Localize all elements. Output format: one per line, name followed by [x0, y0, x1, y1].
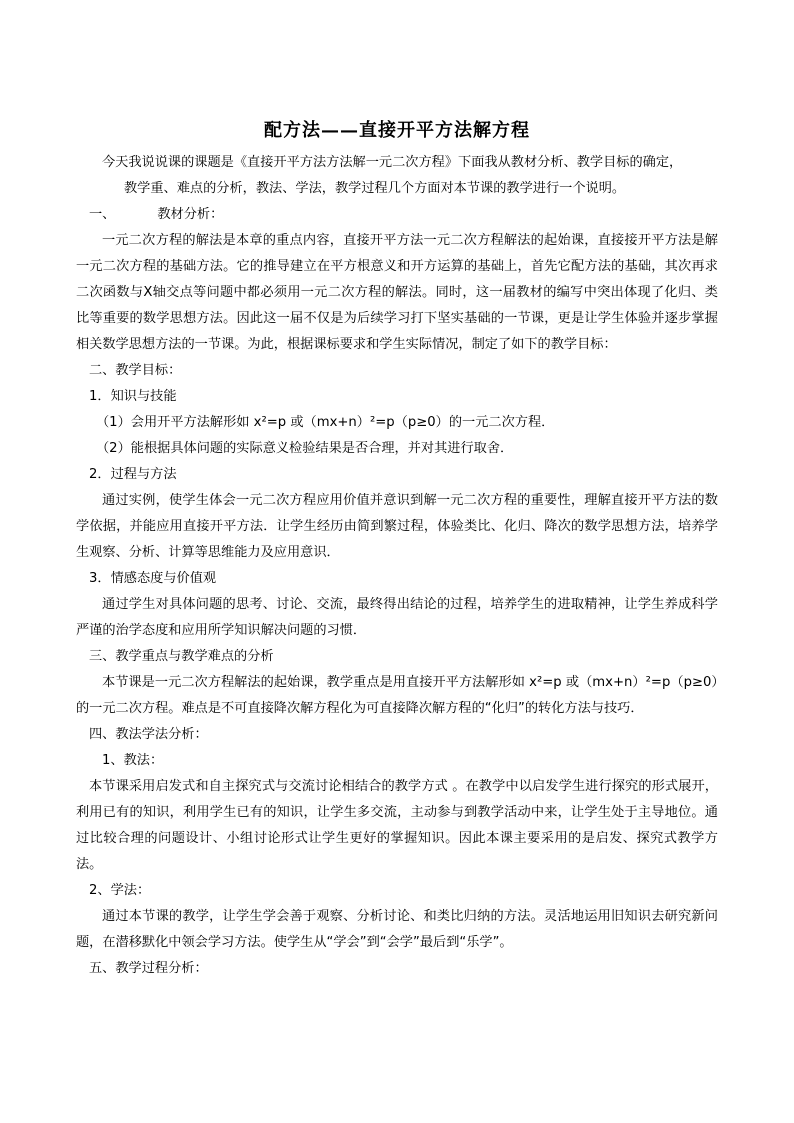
section-2-3-heading: 3．情感态度与价值观 [89, 571, 217, 586]
section-1-heading [76, 202, 718, 228]
section-4-heading: 四、教法学法分析： [89, 727, 208, 742]
section-4-2-paragraph: 通过本节课的教学，让学生学会善于观察、分析讨论、和类比归纳的方法。灵活地运用旧知识去研究新问题，在潜移默化中领会学习方法。使学生从“学会”到“会学”最后到“乐学”。 [76, 909, 718, 950]
section-2-2-paragraph: 通过实例，使学生体会一元二次方程应用价值并意识到解一元二次方程的重要性，理解直接开平方法的数学依据，并能应用直接开平方法．让学生经历由简到繁过程，体验类比、化归、降次的数学思想方法，培养学生观察、分析、计算等思维能力及应用意识． [76, 493, 718, 560]
section-4-1-heading: 1、教法： [102, 753, 164, 768]
section-1-number: 一、 [89, 207, 116, 222]
section-3-paragraph: 本节课是一元二次方程解法的起始课，教学重点是用直接开平方法解形如 x²=p 或（mx+n）²=p（p≥0）的一元二次方程。难点是不可直接降次解方程化为可直接降次解方程的“化归”的转化方法与技巧． [76, 675, 718, 716]
section-5-heading: 五、教学过程分析： [89, 961, 208, 976]
section-1-paragraph: 一元二次方程的解法是本章的重点内容，直接开平方法一元二次方程解法的起始课，直接接开平方法是解一元二次方程的基础方法。它的推导建立在平方根意义和开方运算的基础上，首先它配方法的基础，其次再求二次函数与X轴交点等问题中都必须用一元二次方程的解法。同时，这一届教材的编写中突出体现了化归、类比等重要的数学思想方法。因此这一届不仅是为后续学习打下坚实基础的一节课，更是让学生体验并逐步掌握相关数学思想方法的一节课。为此，根据课标要求和学生实际情况，制定了如下的教学目标： [76, 233, 718, 352]
intro-line-1: 今天我说说课的课题是《直接开平方法方法解一元二次方程》下面我从教材分析、教学目标的确定， [102, 155, 683, 170]
section-2-1-heading: 1．知识与技能 [89, 389, 177, 404]
intro-line-2: 教学重、难点的分析，教法、学法，教学过程几个方面对本节课的教学进行一个说明。 [124, 181, 626, 196]
section-4-1-paragraph: 本节课采用启发式和自主探究式与交流讨论相结合的教学方式 。在教学中以启发学生进行探究的形式展开，利用已有的知识，利用学生已有的知识，让学生多交流，主动参与到教学活动中来，让学生处于主导地位。通过比较合理的问题设计、小组讨论形式让学生更好的掌握知识。因此本课主要采用的是启发、探究式教学方法。 [76, 779, 718, 872]
section-2-1-item-1: （1）会用开平方法解形如 x²=p 或（mx+n）²=p（p≥0）的一元二次方程． [96, 415, 555, 430]
section-3-heading: 三、教学重点与教学难点的分析 [89, 649, 274, 664]
section-2-2-heading: 2．过程与方法 [89, 467, 177, 482]
section-2-heading: 二、教学目标： [89, 363, 182, 378]
document-title: 配方法——直接开平方法解方程 [264, 120, 530, 141]
section-1-title: 教材分析： [157, 207, 224, 222]
section-2-1-item-2: （2）能根据具体问题的实际意义检验结果是否合理，并对其进行取舍． [96, 441, 514, 456]
document-body [76, 150, 718, 982]
section-2-3-paragraph: 通过学生对具体问题的思考、讨论、交流，最终得出结论的过程，培养学生的进取精神，让学生养成科学严谨的治学态度和应用所学知识解决问题的习惯． [76, 597, 718, 638]
section-4-2-heading: 2、学法： [89, 883, 151, 898]
